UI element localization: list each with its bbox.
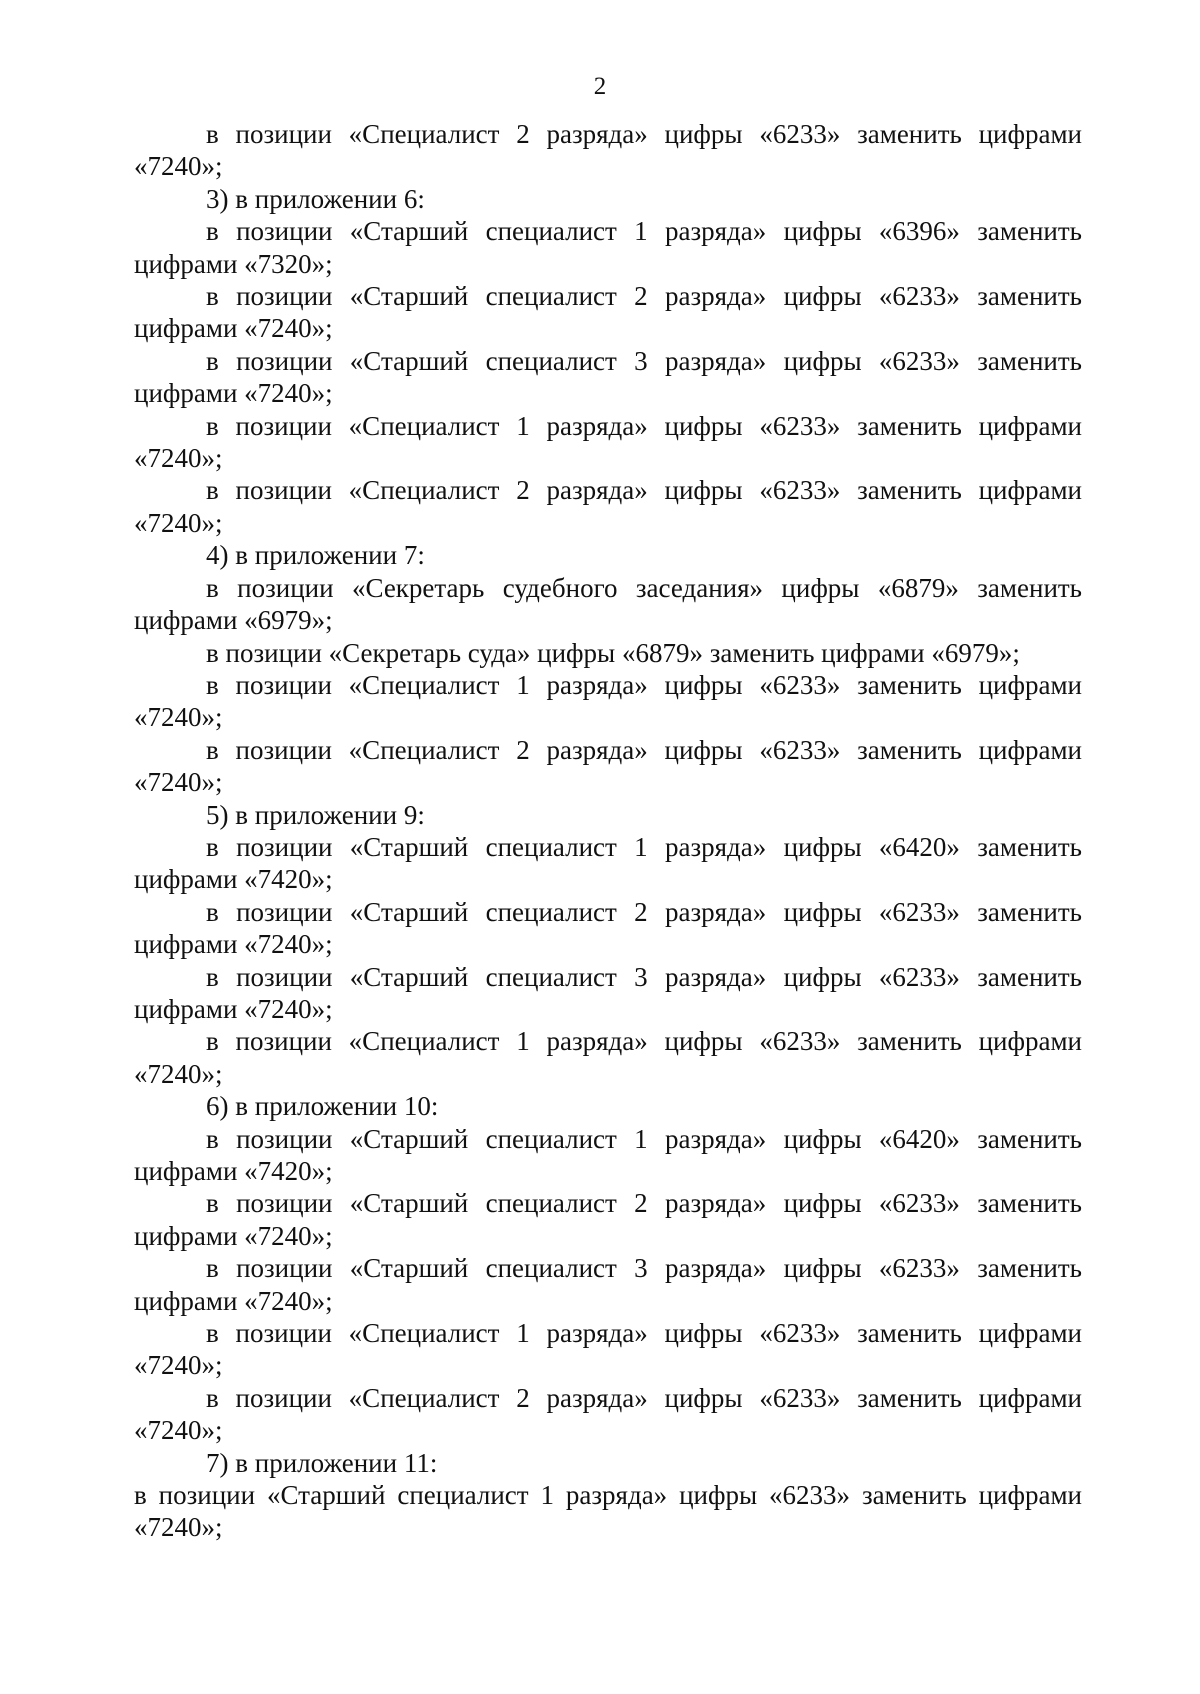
document-body xyxy=(134,118,1082,1544)
paragraph: в позиции «Секретарь суда» цифры «6879» заменить цифрами «6979»; xyxy=(206,637,1020,668)
page-number: 2 xyxy=(593,73,607,100)
paragraph: в позиции «Секретарь судебного заседания» цифры «6879» заменить цифрами «6979»; xyxy=(134,572,1082,636)
paragraph: в позиции «Старший специалист 1 разряда» цифры «6420» заменить цифрами «7420»; xyxy=(134,831,1082,895)
paragraph: в позиции «Специалист 1 разряда» цифры «6233» заменить цифрами «7240»; xyxy=(134,1318,1082,1381)
paragraph: 3) в приложении 6: xyxy=(206,183,425,214)
paragraph: в позиции «Специалист 1 разряда» цифры «6233» заменить цифрами «7240»; xyxy=(134,1026,1082,1089)
paragraph: в позиции «Специалист 2 разряда» цифры «6233» заменить цифрами «7240»; xyxy=(134,734,1082,798)
paragraph: в позиции «Старший специалист 3 разряда» цифры «6233» заменить цифрами «7240»; xyxy=(134,961,1082,1024)
paragraph: 4) в приложении 7: xyxy=(206,540,425,571)
paragraph: в позиции «Специалист 2 разряда» цифры «6233» заменить цифрами «7240»; xyxy=(134,1382,1082,1446)
paragraph: в позиции «Старший специалист 2 разряда» цифры «6233» заменить цифрами «7240»; xyxy=(134,1188,1082,1251)
paragraph: 6) в приложении 10: xyxy=(206,1091,439,1122)
paragraph: в позиции «Старший специалист 1 разряда» цифры «6420» заменить цифрами «7420»; xyxy=(134,1123,1082,1186)
paragraph: в позиции «Специалист 2 разряда» цифры «6233» заменить цифрами «7240»; xyxy=(134,475,1082,538)
paragraph: в позиции «Старший специалист 3 разряда» цифры «6233» заменить цифрами «7240»; xyxy=(134,1253,1082,1316)
paragraph: 7) в приложении 11: xyxy=(206,1447,438,1478)
paragraph: в позиции «Старший специалист 3 разряда» цифры «6233» заменить цифрами «7240»; xyxy=(134,345,1082,409)
paragraph: в позиции «Старший специалист 2 разряда» цифры «6233» заменить цифрами «7240»; xyxy=(134,896,1082,960)
paragraph: в позиции «Старший специалист 2 разряда» цифры «6233» заменить цифрами «7240»; xyxy=(134,281,1082,344)
paragraph: в позиции «Специалист 2 разряда» цифры «6233» заменить цифрами «7240»; xyxy=(134,119,1082,182)
paragraph: в позиции «Специалист 1 разряда» цифры «6233» заменить цифрами «7240»; xyxy=(134,410,1082,474)
paragraph: в позиции «Старший специалист 1 разряда» цифры «6233» заменить цифрами «7240»; xyxy=(134,1480,1082,1543)
paragraph: в позиции «Специалист 1 разряда» цифры «6233» заменить цифрами «7240»; xyxy=(134,669,1082,733)
paragraph: в позиции «Старший специалист 1 разряда» цифры «6396» заменить цифрами «7320»; xyxy=(134,216,1082,279)
paragraph: 5) в приложении 9: xyxy=(206,799,425,830)
